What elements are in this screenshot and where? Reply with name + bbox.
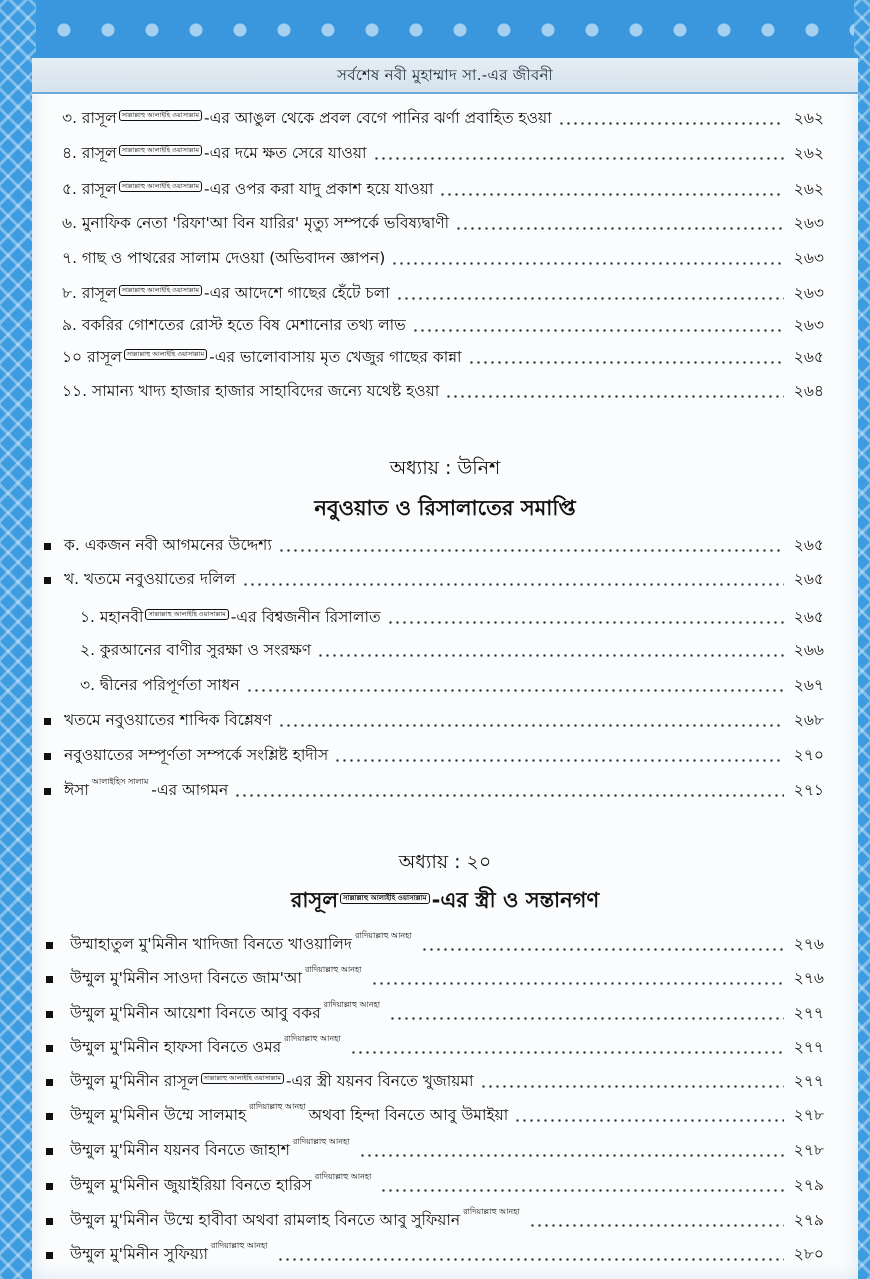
- toc-page-number: ২৬৮: [793, 711, 824, 729]
- toc-page-number: ২৬৪: [793, 382, 824, 400]
- toc-entry-title-text: ২. কুরআনের বাণীর সুরক্ষা ও সংরক্ষণ: [80, 641, 312, 659]
- dot-leader: [396, 297, 784, 300]
- honorific-superscript: রাদিয়াল্লাহু আনহা: [292, 1137, 350, 1146]
- toc-entry-title: [62, 141, 367, 167]
- toc-entry[interactable]: [62, 104, 824, 134]
- toc-page-number: ২৬২: [793, 109, 824, 127]
- toc-entry-title-suffix: -এর ওপর করা যাদু প্রকাশ হয়ে যাওয়া: [203, 180, 434, 198]
- toc-entry-title: [70, 1035, 344, 1061]
- toc-entry-title-text: ৩. রাসূল: [62, 109, 117, 127]
- toc-entry-title-text: ১. মহানবী: [80, 608, 144, 626]
- toc-page-number: ২৬৩: [793, 249, 824, 267]
- toc-entry-title: [80, 673, 240, 699]
- bullet-square-icon: [46, 1011, 53, 1018]
- toc-entry[interactable]: [64, 531, 824, 561]
- toc-page-number: ২৭৯: [793, 1176, 824, 1194]
- dot-leader: [234, 794, 784, 797]
- toc-entry-title: [62, 379, 439, 405]
- toc-page-number: ২৭৭: [793, 1038, 824, 1056]
- toc-entry-title: [64, 533, 272, 559]
- dot-leader: [350, 1051, 784, 1054]
- toc-entry-title-text: উম্মুল মু'মিনীন জুয়াইরিয়া বিনতে হারিস: [70, 1176, 312, 1194]
- decorative-left-border: [0, 0, 36, 1279]
- honorific-seal-icon: সাল্লাল্লাহু আলাইহি ওয়াসাল্লাম: [119, 145, 202, 156]
- toc-entry[interactable]: [80, 636, 824, 666]
- honorific-seal-icon: সাল্লাল্লাহু আলাইহি ওয়াসাল্লাম: [145, 609, 228, 620]
- bullet-square-icon: [46, 1183, 53, 1190]
- toc-entry[interactable]: [70, 1240, 824, 1270]
- dot-leader: [380, 1189, 783, 1192]
- toc-entry-title-suffix: -এর আগমন: [151, 781, 229, 799]
- honorific-superscript: রাদিয়াল্লাহু আনহা: [463, 1207, 520, 1216]
- toc-entry[interactable]: [64, 741, 824, 771]
- toc-entry-title-suffix: -এর স্ত্রী যয়নব বিনতে খুজায়মা: [285, 1072, 474, 1090]
- bullet-square-icon: [44, 543, 51, 550]
- dot-leader: [317, 654, 784, 657]
- toc-entry[interactable]: [62, 343, 824, 373]
- dot-leader: [468, 361, 784, 364]
- toc-entry[interactable]: [62, 209, 824, 239]
- toc-entry-title-text: ক. একজন নবী আগমনের উদ্দেশ্য: [64, 536, 272, 554]
- toc-entry-title-text: ৭. গাছ ও পাথরের সালাম দেওয়া (অভিবাদন জ্ঞাপন): [62, 249, 386, 267]
- toc-entry-title: [62, 211, 449, 237]
- chapter-20-heading: অধ্যায় : ২০: [398, 851, 492, 873]
- toc-page-number: ২৬৩: [793, 284, 824, 302]
- toc-entry-title-text: উম্মুল মু'মিনীন রাসূল: [70, 1072, 199, 1090]
- toc-page-number: ২৬৬: [793, 641, 824, 659]
- decorative-top-border: [0, 0, 870, 60]
- toc-entry-title-text: খ. খতমে নবুওয়াতের দলিল: [64, 570, 236, 588]
- honorific-superscript: রাদিয়াল্লাহু আনহা: [323, 1000, 381, 1009]
- toc-page-number: ২৬২: [793, 180, 824, 198]
- dot-leader: [558, 122, 784, 125]
- toc-entry-title: [70, 1242, 271, 1268]
- dot-leader: [514, 1119, 784, 1122]
- toc-entry-title-text: উম্মুল মু'মিনীন আয়েশা বিনতে আবু বকর: [70, 1004, 321, 1022]
- toc-entry[interactable]: [70, 1101, 824, 1131]
- dot-leader: [246, 689, 784, 692]
- toc-page-number: ২৬৫: [793, 570, 824, 588]
- toc-entry-title-text: উম্মুল মু'মিনীন হাফসা বিনতে ওমর: [70, 1038, 282, 1056]
- toc-entry-title: [64, 708, 272, 734]
- dot-leader: [529, 1224, 784, 1227]
- toc-entry-title-text: ৮. রাসূল: [62, 284, 117, 302]
- toc-entry[interactable]: [62, 175, 824, 205]
- honorific-superscript: রাদিয়াল্লাহু আনহা: [284, 1034, 341, 1043]
- toc-entry[interactable]: [70, 1067, 824, 1097]
- toc-page-number: ২৭৮: [793, 1141, 824, 1159]
- toc-entry-title-text: খতমে নবুওয়াতের শাব্দিক বিশ্লেষণ: [64, 711, 272, 729]
- toc-entry-title: [70, 1001, 383, 1027]
- dot-leader: [373, 157, 784, 160]
- bullet-square-icon: [44, 718, 51, 725]
- bullet-square-icon: [46, 1045, 53, 1052]
- dot-leader: [445, 395, 784, 398]
- toc-entry[interactable]: [70, 1206, 824, 1236]
- toc-page-number: ২৬৭: [793, 676, 824, 694]
- dot-leader: [389, 1017, 784, 1020]
- toc-page-number: ২৭৬: [793, 969, 824, 987]
- toc-entry-title: [64, 743, 328, 769]
- honorific-superscript: রাদিয়াল্লাহু আনহা: [355, 931, 412, 940]
- running-header-title: সর্বশেষ নবী মুহাম্মাদ সা.-এর জীবনী: [336, 66, 554, 84]
- toc-entry-title-text: উম্মুল মু'মিনীন উম্মে হাবীবা অথবা রামলাহ বিনতে আবু সুফিয়ান: [70, 1211, 461, 1229]
- chapter-19-heading: অধ্যায় : উনিশ: [389, 457, 501, 479]
- toc-entry[interactable]: [64, 706, 824, 736]
- dot-leader: [277, 1258, 784, 1261]
- toc-entry-title: [62, 177, 433, 203]
- running-header: [32, 58, 858, 94]
- chapter-20-title-prefix: রাসূল: [290, 888, 339, 912]
- toc-page-number: ২৮০: [793, 1245, 824, 1263]
- toc-page-number: ২৬৫: [793, 348, 824, 366]
- toc-entry[interactable]: [64, 565, 824, 595]
- toc-entry-title: [62, 246, 385, 272]
- toc-entry-title: [70, 966, 365, 992]
- toc-entry[interactable]: [70, 1171, 824, 1201]
- toc-entry-title: [62, 313, 406, 339]
- toc-entry-title-text: ১১. সামান্য খাদ্য হাজার হাজার সাহাবিদের জন্যে যথেষ্ট হওয়া: [62, 382, 440, 400]
- toc-entry[interactable]: [70, 1136, 824, 1166]
- toc-page-number: ২৭১: [793, 781, 824, 799]
- toc-entry-title-suffix: -এর বিশ্বজনীন রিসালাত: [230, 608, 381, 626]
- toc-entry-title: [64, 778, 228, 804]
- toc-entry-title: [80, 605, 381, 631]
- dot-leader: [412, 329, 784, 332]
- page: [32, 58, 858, 1279]
- dot-leader: [359, 1154, 784, 1157]
- toc-entry[interactable]: [80, 671, 824, 701]
- toc-entry-title: [70, 1173, 374, 1199]
- toc-entry-title-suffix: -এর ভালোবাসায় মৃত খেজুর গাছের কান্না: [209, 348, 462, 366]
- toc-page-number: ২৬৩: [793, 214, 824, 232]
- toc-entry-title-text: নবুওয়াতের সম্পূর্ণতা সম্পর্কে সংশ্লিষ্ট হাদীস: [64, 746, 329, 764]
- toc-entry[interactable]: [64, 776, 824, 806]
- dot-leader: [278, 549, 784, 552]
- toc-entry-title: [62, 345, 462, 371]
- bullet-square-icon: [46, 942, 53, 949]
- toc-entry-title-text: উম্মুল মু'মিনীন সুফিয়্যা: [70, 1245, 208, 1263]
- chapter-20-title: [32, 884, 858, 919]
- toc-page-number: ২৬৫: [793, 608, 824, 626]
- toc-entry-title-suffix: -এর দমে ক্ষত সেরে যাওয়া: [203, 144, 367, 162]
- toc-entry-title-text: ১০ রাসূল: [62, 348, 122, 366]
- dot-leader: [334, 759, 784, 762]
- toc-entry[interactable]: [62, 311, 824, 341]
- toc-entry[interactable]: [70, 999, 824, 1029]
- bullet-square-icon: [44, 577, 51, 584]
- toc-entry-title-text: ৩. দ্বীনের পরিপূর্ণতা সাধন: [80, 676, 240, 694]
- toc-entry-title: [70, 932, 415, 958]
- honorific-superscript: রাদিয়াল্লাহু আনহা: [314, 1172, 372, 1181]
- toc-page-number: ২৭৯: [793, 1211, 824, 1229]
- toc-page-number: ২৭৬: [793, 935, 824, 953]
- toc-page-number: ২৭৭: [793, 1072, 824, 1090]
- toc-entry-title: [62, 106, 552, 132]
- toc-entry-title-suffix: -এর আদেশে গাছের হেঁটে চলা: [203, 284, 390, 302]
- dot-leader: [455, 227, 784, 230]
- bullet-square-icon: [46, 1218, 53, 1225]
- toc-entry-title-text: ৪. রাসূল: [62, 144, 117, 162]
- toc-entry-title: [70, 1069, 474, 1095]
- toc-entry-title: [64, 567, 236, 593]
- toc-entry-title-text: ৬. মুনাফিক নেতা 'রিফা'আ বিন যারির' মৃত্যু সম্পর্কে ভবিষ্যদ্বাণী: [62, 214, 450, 232]
- bullet-square-icon: [46, 1079, 53, 1086]
- dot-leader: [387, 621, 784, 624]
- toc-entry-title: [70, 1208, 523, 1234]
- toc-entry-title-text: ৫. রাসূল: [62, 180, 117, 198]
- bullet-square-icon: [46, 1148, 53, 1155]
- dot-leader: [480, 1085, 784, 1088]
- toc-entry[interactable]: [62, 377, 824, 407]
- toc-entry[interactable]: [70, 930, 824, 960]
- toc-entry-title: [70, 1103, 508, 1129]
- dot-leader: [439, 193, 783, 196]
- toc-entry-title-suffix: অথবা হিন্দা বিনতে আবু উমাইয়া: [308, 1106, 509, 1124]
- toc-entry-title: [62, 281, 390, 307]
- toc-entry-title-suffix: -এর আঙুল থেকে প্রবল বেগে পানির ঝর্ণা প্রবাহিত হওয়া: [204, 109, 552, 127]
- dot-leader: [371, 982, 784, 985]
- bullet-square-icon: [46, 1252, 53, 1259]
- toc-entry[interactable]: [62, 139, 824, 169]
- toc-entry-title-text: ৯. বকরির গোশতের রোস্ট হতে বিষ মেশানোর তথ্য লাভ: [62, 316, 406, 334]
- toc-entry-title: [80, 638, 311, 664]
- toc-entry-title-text: উম্মুল মু'মিনীন সাওদা বিনতে জাম'আ: [70, 969, 302, 987]
- dot-leader: [278, 724, 784, 727]
- toc-page-number: ২৬৫: [793, 536, 824, 554]
- toc-entry[interactable]: [62, 244, 824, 274]
- dot-leader: [391, 262, 784, 265]
- toc-entry-title: [70, 1138, 353, 1164]
- toc-page-number: ২৭৮: [793, 1106, 824, 1124]
- toc-page-number: ২৭৭: [793, 1004, 824, 1022]
- toc-entry-title-text: উম্মুল মু'মিনীন যয়নব বিনতে জাহাশ: [70, 1141, 290, 1159]
- toc-entry-title-text: ঈসা: [64, 781, 89, 799]
- toc-entry[interactable]: [70, 964, 824, 994]
- chapter-20-title-suffix: -এর স্ত্রী ও সন্তানগণ: [431, 888, 600, 912]
- toc-page-number: ২৬২: [793, 144, 824, 162]
- honorific-seal-icon: সাল্লাল্লাহু আলাইহি ওয়াসাল্লাম: [119, 285, 202, 296]
- bullet-square-icon: [46, 976, 53, 983]
- bullet-square-icon: [46, 1113, 53, 1120]
- toc-entry-title-text: উম্মুল মু'মিনীন উম্মে সালমাহ: [70, 1106, 247, 1124]
- dot-leader: [242, 583, 784, 586]
- honorific-seal-icon: সাল্লাল্লাহু আলাইহি ওয়াসাল্লাম: [119, 110, 202, 121]
- honorific-superscript: রাদিয়াল্লাহু আনহা: [249, 1102, 306, 1111]
- bullet-square-icon: [44, 753, 51, 760]
- chapter-19-title: নবুওয়াত ও রিসালাতের সমাপ্তি: [314, 496, 576, 520]
- honorific-seal-icon: সাল্লাল্লাহু আলাইহি ওয়াসাল্লাম: [340, 893, 430, 904]
- honorific-superscript: রাদিয়াল্লাহু আনহা: [304, 965, 362, 974]
- toc-entry[interactable]: [62, 279, 824, 309]
- honorific-superscript: রাদিয়াল্লাহু আনহা: [210, 1241, 268, 1250]
- honorific-seal-icon: সাল্লাল্লাহু আলাইহি ওয়াসাল্লাম: [124, 349, 207, 360]
- toc-page-number: ২৭০: [793, 746, 824, 764]
- honorific-seal-icon: সাল্লাল্লাহু আলাইহি ওয়াসাল্লাম: [201, 1073, 284, 1084]
- honorific-seal-icon: সাল্লাল্লাহু আলাইহি ওয়াসাল্লাম: [119, 181, 202, 192]
- toc-entry[interactable]: [70, 1033, 824, 1063]
- toc-entry-title-text: উম্মাহাতুল মু'মিনীন খাদিজা বিনতে খাওয়ালিদ: [70, 935, 353, 953]
- toc-entry[interactable]: [80, 603, 824, 633]
- bullet-square-icon: [44, 788, 51, 795]
- dot-leader: [421, 948, 784, 951]
- toc-page-number: ২৬৩: [793, 316, 824, 334]
- honorific-superscript: আলাইহিস সালাম: [91, 777, 149, 786]
